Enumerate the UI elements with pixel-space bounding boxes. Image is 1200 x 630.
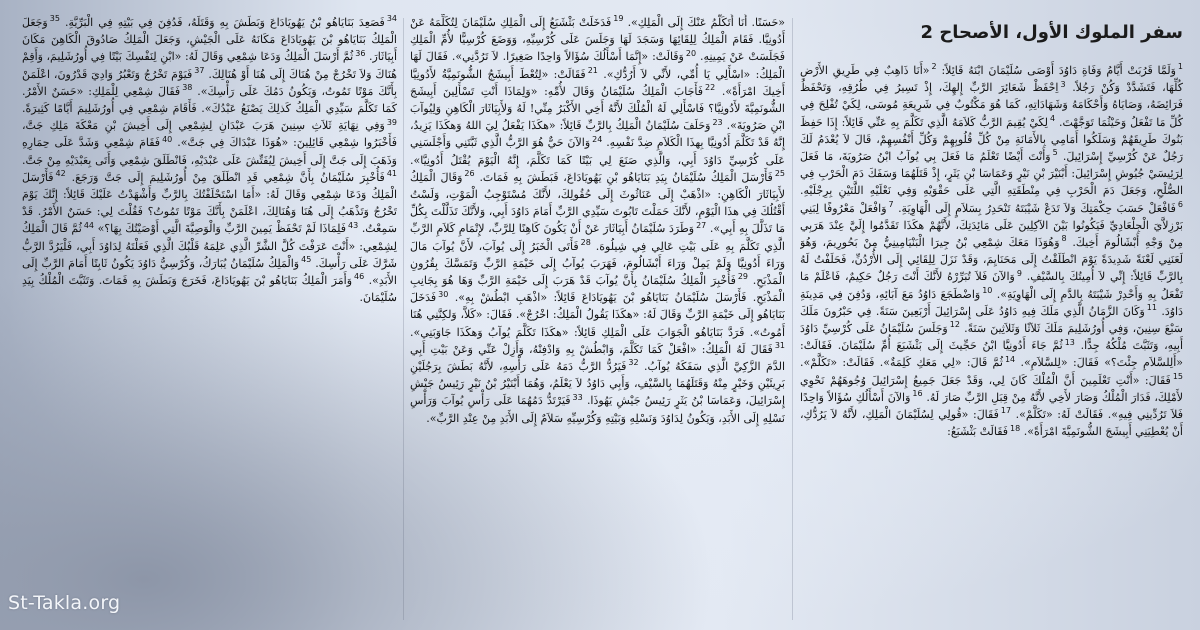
verse-number: 16 xyxy=(912,389,923,399)
verse xyxy=(937,64,1183,77)
verse-number: 46 xyxy=(354,272,365,282)
verse-text: فَأَرْسَلَ الْمَلِكُ سُلَيْمَانُ بِيَدِ بَنَايَاهُو بْنِ يَهُويَادَاعَ، فَبَطَشَ بِهِ فَمَاتَ. xyxy=(479,170,773,184)
verse-number: 32 xyxy=(628,358,639,368)
verse-number: 26 xyxy=(464,169,475,179)
verse-text: فَافْعَلْ حَسَبَ حِكْمَتِكَ وَلاَ تَدَعْ شَيْبَتَهُ تَنْحَدِرُ بِسَلاَمٍ إِلَى الْهَاوِيَةِ. xyxy=(898,201,1176,215)
verse xyxy=(94,222,358,235)
text-column-middle xyxy=(410,14,785,626)
verse-number: 7 xyxy=(888,199,894,209)
verse-number: 37 xyxy=(194,65,205,75)
verse-number: 36 xyxy=(355,48,366,58)
verse-number: 40 xyxy=(162,134,173,144)
verse-text: وَهُوَذَا مَعَكَ شِمْعِي بْنُ جِيرَا الْبَنْيَامِينِيُّ مِنْ بَحُورِيمَ، وَهُوَ لَعَنَنِي لَعْنَةً شَدِيدَةً يَوْمَ انْطَلَقْتُ إِلَى مَحَنَايِمَ، وَقَدْ نَزَلَ لِلِقَائِي إِلَى الأُرْدُنِّ، فَحَلَفْتُ لَهُ بِالرَّبِّ قَائِلاً: إِنِّي لاَ أُمِيتُكَ بِالسَّيْفِ. xyxy=(800,236,1183,284)
verse-text: وَافْعَلْ مَعْرُوفًا لِبَنِي بَرْزِلاَّيَ الْجِلْعَادِيِّ فَيَكُونُوا بَيْنَ الآكِلِينَ عَلَى مَائِدَتِكَ، لأَنَّهُمْ هكَذَا تَقَدَّمُوا إِلَيَّ عِنْدَ هَرَبِي مِنْ وَجْهِ أَبْشَالُومَ أَخِيكَ. xyxy=(800,201,1183,250)
verse-number: 5 xyxy=(1052,148,1058,158)
verse-text: فَقَالَ: «قُولِي لِسُلَيْمَانَ الْمَلِكِ، لأَنَّهُ لاَ يَرُدُّكِ، أَنْ يُعْطِيَنِي أَبِيشَجَ الشُّونَمِيَّةَ امْرَأَةً». xyxy=(800,408,1183,439)
verse-text: فَأُخْبِرَ سُلَيْمَانُ بِأَنَّ شِمْعِي قَدِ انْطَلَقَ مِنْ أُورُشَلِيمَ إِلَى جَتَّ وَرَجَعَ. xyxy=(71,170,385,184)
verse-number: 12 xyxy=(949,320,960,330)
verse xyxy=(800,356,1015,369)
verse xyxy=(623,16,785,29)
verse-number: 9 xyxy=(1016,268,1022,278)
verse-number: 1 xyxy=(1177,62,1183,72)
verse xyxy=(66,171,397,184)
verse-number: 42 xyxy=(55,169,66,179)
verse-number: 23 xyxy=(712,117,723,127)
verse-number: 6 xyxy=(1177,199,1183,209)
verse-text: فَدَخَلَتْ بَثْشَبَعُ إِلَى الْمَلِكِ سُلَيْمَانَ لِتُكَلِّمَهُ عَنْ أَدُونِيَّا. فَقَامَ الْمَلِكُ لِلِقَائِهَا وَسَجَدَ لَهَا وَجَلَسَ عَلَى كُرْسِيِّهِ، وَوَضَعَ كُرْسِيًّا لأُمِّ الْمَلِكِ فَجَلَسَتْ عَنْ يَمِينِهِ. xyxy=(410,16,785,64)
verse xyxy=(475,171,785,184)
verse-number: 10 xyxy=(982,285,993,295)
verse-text: فَيَوْمَ تَخْرُجُ وَتَعْبُرُ وَادِيَ قَدْرُونَ، اعْلَمَنْ بِأَنَّكَ مَوْتًا تَمُوتُ، وَيَكُونُ دَمُكَ عَلَى رَأْسِكَ». xyxy=(22,67,397,98)
text-column-right xyxy=(800,20,1183,626)
verse-number: 44 xyxy=(83,220,94,230)
verse xyxy=(894,199,1183,215)
verse-text: وَفِي نِهَايَةِ ثَلاَثِ سِنِينَ هَرَبَ عَبْدَانِ لِشِمْعِي إِلَى أَخِيشَ بْنِ مَعْكَةَ مَلِكِ جَتَّ، فَأَخْبَرُوا شِمْعِي قَائِلِينَ: «هُوَذَا عَبْدَاكَ فِي جَتَّ». xyxy=(22,119,397,150)
verse-number: 17 xyxy=(1000,406,1012,416)
verse-number: 3 xyxy=(1060,79,1066,89)
verse-text: ثُمَّ قَالَ: «لِي مَعَكِ كَلِمَةٌ». فَقَالَتْ: «تَكَلَّمْ». xyxy=(800,356,1003,370)
verse-text: اِحْفَظْ شَعَائِرَ الرَّبِّ إِلهِكَ، إِذْ تَسِيرُ فِي طُرُقِهِ، وَتَحْفَظُ فَرَائِضَهُ، وَصَايَاهُ وَأَحْكَامَهُ وَشَهَادَاتِهِ، كَمَا هُوَ مَكْتُوبٌ فِي شَرِيعَةِ مُوسَى، لِكَيْ تُفْلِحَ فِي كُلِّ مَا تَفْعَلُ وَحَيْثُمَا تَوَجَّهْتَ. xyxy=(800,81,1183,129)
verse-text: فَقَالَ لَهُ الْمَلِكُ: «افْعَلْ كَمَا تَكَلَّمَ، وَابْطُشْ بِهِ وَادْفِنْهُ، وَأَزِلْ عَنِّي وَعَنْ بَيْتِ أَبِي الدَّمَ الزَّكِيَّ الَّذِي سَفَكَهُ يُوآبُ. xyxy=(410,342,785,374)
verse-text: فَصَعِدَ بَنَايَاهُو بْنُ يَهُويَادَاعَ وَبَطَشَ بِهِ وَقَتَلَهُ، فَدُفِنَ فِي بَيْتِهِ فِي الْبَرِّيَّةِ. xyxy=(64,16,385,29)
verse-text: ثُمَّ قَالَ الْمَلِكُ لِشِمْعِي: «أَنْتَ عَرَفْتَ كُلَّ الشَّرِّ الَّذِي عَلِمَهُ قَلْبُكَ الَّذِي فَعَلْتَهُ لِدَاوُدَ أَبِي، فَلْيَرُدَّ الرَّبُّ شَرَّكَ عَلَى رَأْسِكَ. xyxy=(22,222,397,270)
verse-text: وَالآنَ فَلاَ تُبَرِّرْهُ لأَنَّكَ أَنْتَ رَجُلٌ حَكِيمٌ، فَاعْلَمْ مَا تَفْعَلُ بِهِ وَأَحْدِرْ شَيْبَتَهُ بِالدَّمِ إِلَى الْهَاوِيَةِ». xyxy=(800,270,1183,301)
verse-text: وَالآنَ أَسْأَلُكِ سُؤَالاً وَاحِدًا فَلاَ تَرُدِّينِي فِيهِ». فَقَالَتْ لَهُ: «تَكَلَّمْ». xyxy=(800,390,1183,422)
verse-text: فَأُخْبِرَ الْمَلِكُ سُلَيْمَانُ بِأَنَّ يُوآبَ قَدْ هَرَبَ إِلَى خَيْمَةِ الرَّبِّ وَهَا هُوَ بِجَانِبِ الْمَذْبَحِ. فَأَرْسَلَ سُلَيْمَانُ بَنَايَاهُو بْنَ يَهُويَادَاعَ قَائِلاً: «اذْهَبِ ابْطُشْ بِهِ». xyxy=(410,274,785,305)
verse-text: «حَسَنًا. أَنَا أَتَكَلَّمُ عَنْكَ إِلَى الْمَلِكِ». xyxy=(627,16,785,29)
verse-number: 33 xyxy=(572,392,583,402)
verse-text: فَقَالَ: «أَنْتِ تَعْلَمِينَ أَنَّ الْمُلْكَ كَانَ لِي، وَقَدْ جَعَلَ جَمِيعُ إِسْرَائِيلَ وُجُوهَهُمْ نَحْوِي لأَمْلِكَ، فَدَارَ الْمُلْكُ وَصَارَ لأَخِي لأَنَّهُ مِنْ قِبَلِ الرَّبِّ صَارَ لَهُ. xyxy=(800,373,1183,404)
verse-number: 39 xyxy=(386,117,397,127)
verse-text: فَقَامَ شِمْعِي وَشَدَّ عَلَى حِمَارِهِ وَذَهَبَ إِلَى جَتَّ إِلَى أَخِيشَ لِيُفَتِّشَ عَلَى عَبْدَيْهِ، فَانْطَلَقَ شِمْعِي وَأَتَى بِعَبْدَيْهِ مِنْ جَتَّ. xyxy=(22,136,397,167)
verse-number: 25 xyxy=(774,169,785,179)
verse-number: 13 xyxy=(1064,337,1075,347)
verse-number: 11 xyxy=(1146,303,1157,313)
verse-text: وَأَنْتَ أَيْضًا تَعْلَمُ مَا فَعَلَ بِي يُوآبُ ابْنُ صَرُويَةَ، مَا فَعَلَ لِرَئِيسَيْ جُيُوشِ إِسْرَائِيلَ: أَبْنَيْرَ بْنِ نَيْرٍ وَعَمَاسَا بْنِ يَثَرٍ، إِذْ قَتَلَهُمَا وَسَفَكَ دَمَ الْحَرْبِ فِي الصُّلْحِ، وَجَعَلَ دَمَ الْحَرْبِ فِي مِنْطَقَتِهِ الَّتِي عَلَى حَقْوَيْهِ وَفِي نَعْلَيْهِ اللَّتَيْنِ بِرِجْلَيْهِ. xyxy=(800,150,1183,198)
verse-number: 45 xyxy=(301,255,312,265)
verse-number: 41 xyxy=(386,169,397,179)
verse-number: 4 xyxy=(1049,113,1056,123)
column-divider xyxy=(403,18,404,620)
verse-number: 18 xyxy=(1010,423,1021,433)
verse-text: لِكَيْ يُقِيمَ الرَّبُّ كَلاَمَهُ الَّذِي تَكَلَّمَ بِهِ عَنِّي قَائِلاً: إِذَا حَفِظَ بَنُوكَ طَرِيقَهُمْ وَسَلَكُوا أَمَامِي بِالأَمَانَةِ مِنْ كُلِّ قُلُوبِهِمْ وَكُلِّ أَنْفُسِهِمْ، قَالَ لاَ يُعْدَمُ لَكَ رَجُلٌ عَنْ كُرْسِيِّ إِسْرَائِيلَ. xyxy=(800,115,1183,164)
verse-text: فَأَرْسَلَ الْمَلِكُ وَدَعَا شِمْعِي وَقَالَ لَهُ: «أَمَا اسْتَحْلَفْتُكَ بِالرَّبِّ وَأَشْهَدْتُ عَلَيْكَ قَائِلاً: إِنَّكَ يَوْمَ تَخْرُجُ وَتَذْهَبُ إِلَى هُنَا وَهُنَالِكَ، اعْلَمَنْ بِأَنَّكَ مَوْتًا تَمُوتُ؟ فَقُلْتَ لِي: حَسَنٌ الأَمْرُ. قَدْ سَمِعْتُ. xyxy=(22,170,397,236)
verse-number: 22 xyxy=(705,83,716,93)
verse-text: «أَنَا ذَاهِبٌ فِي طَرِيقِ الأَرْضِ كُلِّهَا، فَتَشَدَّدْ وَكُنْ رَجُلاً. xyxy=(800,64,1183,95)
verse-text: وَحَلَفَ سُلَيْمَانُ الْمَلِكُ بِالرَّبِّ قَائِلاً: «هكَذَا يَفْعَلُ لِيَ اللهُ وَهكَذَا يَزِيدُ، إِنَّهُ قَدْ تَكَلَّمَ أَدُونِيَّا بِهذَا الْكَلاَمِ ضِدَّ نَفْسِهِ. xyxy=(410,119,785,150)
verse-number: 29 xyxy=(737,272,749,282)
verse xyxy=(60,16,397,29)
verse xyxy=(410,274,785,304)
chapter-title: سفر الملوك الأول، الأصحاح 2 xyxy=(920,22,1183,43)
verse-number: 31 xyxy=(774,341,785,351)
verse-number: 19 xyxy=(613,14,624,24)
verse-text: فَأَجَابَ الْمَلِكُ سُلَيْمَانُ وَقَالَ لأُمِّهِ: «وَلِمَاذَا أَنْتِ تَسْأَلِينَ أَبِيشَجَ الشُّونَمِيَّةَ لأَدُونِيَّا؟ فَاسْأَلِي لَهُ الْمُلْكَ لأَنَّهُ أَخِي الأَكْبَرُ مِنِّي! لَهُ وَلأَبِيَاثَارَ الْكَاهِنِ وَلِيُوآبَ ابْنِ صَرُويَةَ». xyxy=(410,84,785,133)
verse-text: فَدَخَلَ بَنَايَاهُو إِلَى خَيْمَةِ الرَّبِّ وَقَالَ لَهُ: «هكَذَا يَقُولُ الْمَلِكُ: اخْرُجْ». فَقَالَ: «كَلاَّ، وَلكِنَّنِي هُنَا أَمُوتُ». فَرَدَّ بَنَايَاهُو الْجَوَابَ عَلَى الْمَلِكِ قَائِلاً: «هكَذَا تَكَلَّمَ يُوآبُ وَهكَذَا جَاوَبَنِي». xyxy=(410,291,785,339)
verse-text: فَأَتَى الْخَبَرُ إِلَى يُوآبَ، لأَنَّ يُوآبَ مَالَ وَرَاءَ أَدُونِيَّا وَلَمْ يَمِلْ وَرَاءَ أَبْشَالُومَ، فَهَرَبَ يُوآبُ إِلَى خَيْمَةِ الرَّبِّ وَتَمَسَّكَ بِقُرُونِ الْمَذْبَحِ. xyxy=(410,239,785,288)
verse-number: 15 xyxy=(1172,372,1183,381)
verse-text: فَقَالَتْ بَثْشَبَعُ: xyxy=(947,425,1009,439)
verse-text: وَالْمَلِكُ سُلَيْمَانُ يُبَارَكُ، وَكُرْسِيُّ دَاوُدَ يَكُونُ ثَابِتًا أَمَامَ الرَّبِّ إِلَى الأَبَدِ». xyxy=(22,256,397,288)
verse-text: وَقَالَتْ: «إِنَّمَا أَسْأَلُكَ سُؤَالاً وَاحِدًا صَغِيرًا. لاَ تَرُدَّنِي». فَقَالَ لَهَا الْمَلِكُ: «اسْأَلِي يَا أُمِّي، لأَنِّي لاَ أَرُدُّكِ». xyxy=(410,50,785,81)
verse-text: ثُمَّ جَاءَ أَدُونِيَّا ابْنُ حَجِّيثَ إِلَى بَثْشَبَعَ أُمِّ سُلَيْمَانَ. فَقَالَتْ: «أَلِلسَّلاَمِ جِئْتَ؟» فَقَالَ: «لِلسَّلاَمِ». xyxy=(800,339,1183,370)
verse-text: وَالآنَ حَيٌّ هُوَ الرَّبُّ الَّذِي ثَبَّتَنِي وَأَجْلَسَنِي عَلَى كُرْسِيِّ دَاوُدَ أَبِي، وَالَّذِي صَنَعَ لِي بَيْتًا كَمَا تَكَلَّمَ، إِنَّهُ الْيَوْمَ يُقْتَلُ أَدُونِيَّا». xyxy=(410,136,785,167)
site-watermark: St-Takla.org xyxy=(8,592,121,614)
verse-text: فَقَالَ شِمْعِي لِلْمَلِكِ: «حَسَنٌ الأَمْرُ. كَمَا تَكَلَّمَ سَيِّدِي الْمَلِكُ كَذلِكَ يَصْنَعُ عَبْدُكَ». فَأَقَامَ شِمْعِي فِي أُورُشَلِيمَ أَيَّامًا كَثِيرَةً. xyxy=(22,84,397,116)
verse-text: ثُمَّ أَرْسَلَ الْمَلِكُ وَدَعَا شِمْعِي وَقَالَ لَهُ: «ابْنِ لِنَفْسِكَ بَيْتًا فِي أُورُشَلِيمَ، وَأَقِمْ هُنَاكَ وَلاَ تَخْرُجْ مِنْ هُنَاكَ إِلَى هُنَا أَوْ هُنَالِكَ. xyxy=(22,50,397,81)
verse xyxy=(947,425,1020,438)
verse-text: وَاضْطَجَعَ دَاوُدُ مَعَ آبَائِهِ، وَدُفِنَ فِي مَدِينَةِ دَاوُدَ. xyxy=(800,287,1183,318)
verse-text: وَكَانَ الزَّمَانُ الَّذِي مَلَكَ فِيهِ دَاوُدُ عَلَى إِسْرَائِيلَ أَرْبَعِينَ سَنَةً. فِي حَبْرُونَ مَلَكَ سَبْعَ سِنِينَ، وَفِي أُورُشَلِيمَ مَلَكَ ثَلاَثًا وَثَلاَثِينَ سَنَةً. xyxy=(800,304,1183,336)
verse-text: فَلِمَاذَا لَمْ تَحْفَظْ يَمِينَ الرَّبِّ وَالْوَصِيَّةَ الَّتِي أَوْصَيْتُكَ بِهَا؟» xyxy=(97,222,347,236)
verse-text: وَجَعَلَ الْمَلِكُ بَنَايَاهُو بْنَ يَهُويَادَاعَ مَكَانَهُ عَلَى الْجَيْشِ، وَجَعَلَ الْمَلِكُ صَادُوقَ الْكَاهِنَ مَكَانَ أَبِيَاثَارَ. xyxy=(22,16,397,64)
verse-number: 8 xyxy=(1061,234,1067,244)
verse-text: وَأَمَرَ الْمَلِكُ بَنَايَاهُو بْنَ يَهُويَادَاعَ، فَخَرَجَ وَبَطَشَ بِهِ فَمَاتَ. وَتَثَبَّتَ الْمُلْكُ بِيَدِ سُلَيْمَانَ. xyxy=(22,274,397,305)
verse-number: 14 xyxy=(1004,354,1016,364)
column-divider xyxy=(792,18,793,620)
verse-text: فَيَرْتَدُّ دَمُهُمَا عَلَى رَأْسِ يُوآبَ وَرَأْسِ نَسْلِهِ إِلَى الأَبَدِ، وَيَكُونُ لِدَاوُدَ وَنَسْلِهِ وَبَيْتِهِ وَكُرْسِيِّهِ سَلاَمٌ إِلَى الأَبَدِ مِنْ عِنْدِ الرَّبِّ». xyxy=(410,394,785,425)
text-column-left xyxy=(22,14,397,626)
verse-number: 27 xyxy=(696,220,707,230)
verse-text: وَقَالَ الْمَلِكُ لأَبِيَاثَارَ الْكَاهِنِ: «اذْهَبْ إِلَى عَنَاثُوثَ إِلَى حُقُولِكَ، لأَنَّكَ مُسْتَوْجِبُ الْمَوْتِ، وَلَسْتُ أَقْتُلُكَ فِي هذَا الْيَوْمِ، لأَنَّكَ حَمَلْتَ تَابُوتَ سَيِّدِي الرَّبِّ أَمَامَ دَاوُدَ أَبِي، وَلأَنَّكَ تَذَلَّلْتَ بِكُلِّ مَا تَذَلَّلَ بِهِ أَبِي». xyxy=(410,170,785,236)
verse-number: 34 xyxy=(386,14,397,24)
verse-number: 20 xyxy=(685,48,697,58)
verse-number: 43 xyxy=(348,220,359,230)
verse-number: 24 xyxy=(592,134,603,144)
verse-number: 2 xyxy=(931,62,937,72)
verse-text: وَطَرَدَ سُلَيْمَانُ أَبِيَاثَارَ عَنْ أَنْ يَكُونَ كَاهِنًا لِلرَّبِّ، لإِتْمَامِ كَلاَمِ الرَّبِّ الَّذِي تَكَلَّمَ بِهِ عَلَى بَيْتِ عَالِي فِي شِيلُوهَ. xyxy=(410,222,785,253)
verse xyxy=(22,274,397,304)
verse-number: 35 xyxy=(49,14,60,24)
verse-text: فَيَرُدُّ الرَّبُّ دَمَهُ عَلَى رَأْسِهِ، لأَنَّهُ بَطَشَ بِرَجُلَيْنِ بَرِيئَيْنِ وَخَيْرٍ مِنْهُ وَقَتَلَهُمَا بِالسَّيْفِ، وَأَبِي دَاوُدُ لاَ يَعْلَمُ، وَهُمَا أَبْنَيْرُ بْنُ نَيْرٍ رَئِيسُ جَيْشِ إِسْرَائِيلَ، وَعَمَاسَا بْنُ يَثَرٍ رَئِيسُ جَيْشِ يَهُوذَا. xyxy=(410,360,785,408)
verse-text: وَجَلَسَ سُلَيْمَانُ عَلَى كُرْسِيِّ دَاوُدَ أَبِيهِ، وَتَثَبَّتَ مُلْكُهُ جِدًّا. xyxy=(800,322,1183,353)
verse-text: فَقَالَتْ: «لِتُعْطَ أَبِيشَجُ الشُّونَمِيَّةُ لأَدُونِيَّا أَخِيكَ امْرَأَةً». xyxy=(410,67,785,98)
verse-number: 38 xyxy=(182,83,193,93)
verse-number: 21 xyxy=(587,65,598,75)
verse-number: 28 xyxy=(580,237,591,247)
verse-text: وَلَمَّا قَرُبَتْ أَيَّامُ وَفَاةِ دَاوُدَ أَوْصَى سُلَيْمَانَ ابْنَهُ قَائِلاً: xyxy=(941,64,1176,77)
verse-number: 30 xyxy=(438,289,449,299)
